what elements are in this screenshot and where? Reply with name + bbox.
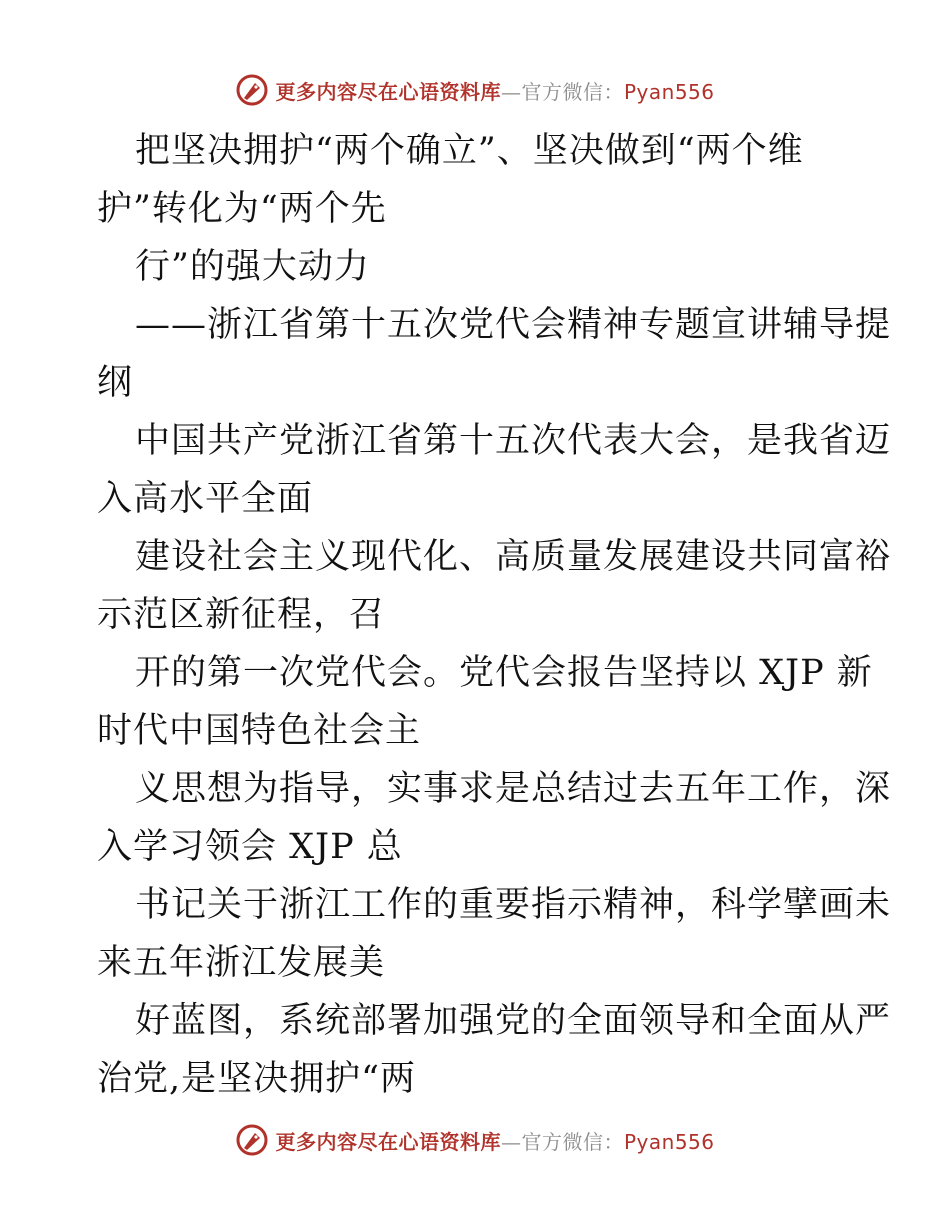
banner-text <box>275 76 714 105</box>
text-line: 好蓝图，系统部署加强党的全面领导和全面从严 <box>135 1001 892 1041</box>
footer-banner <box>0 1120 950 1160</box>
banner-wechat-id: Pyan556 <box>623 79 715 104</box>
text-line: 入高水平全面 <box>97 479 314 519</box>
banner-main-text: 更多内容尽在心语资料库 <box>275 79 501 104</box>
banner-wechat-id: Pyan556 <box>623 1129 715 1154</box>
banner-wechat-label: 官方微信： <box>521 79 624 104</box>
banner-text <box>275 1126 714 1155</box>
pen-nib-circle-icon <box>235 73 269 107</box>
text-line: ——浙江省第十五次党代会精神专题宣讲辅导提 <box>135 305 892 345</box>
banner-wechat-label: 官方微信： <box>521 1129 624 1154</box>
banner-separator: — <box>500 79 522 104</box>
text-line: 中国共产党浙江省第十五次代表大会，是我省迈 <box>135 421 892 461</box>
text-line: 示范区新征程，召 <box>97 595 386 635</box>
text-line: 治党,是坚决拥护“两 <box>97 1059 417 1099</box>
text-line: 入学习领会 XJP 总 <box>97 827 403 867</box>
banner-separator: — <box>500 1129 522 1154</box>
text-line: 把坚决拥护“两个确立”、坚决做到“两个维 <box>135 131 804 171</box>
header-banner <box>0 70 950 110</box>
document-body <box>97 122 892 1108</box>
text-line: 行”的强大动力 <box>135 247 370 287</box>
banner-main-text: 更多内容尽在心语资料库 <box>275 1129 501 1154</box>
text-line: 开的第一次党代会。党代会报告坚持以 XJP 新 <box>135 653 873 693</box>
text-line: 纲 <box>97 363 134 403</box>
text-line: 义思想为指导，实事求是总结过去五年工作，深 <box>135 769 892 809</box>
text-line: 建设社会主义现代化、高质量发展建设共同富裕 <box>135 537 892 577</box>
text-line: 来五年浙江发展美 <box>97 943 386 983</box>
text-line: 护”转化为“两个先 <box>97 189 387 229</box>
text-line: 书记关于浙江工作的重要指示精神，科学擘画未 <box>135 885 892 925</box>
text-line: 时代中国特色社会主 <box>97 711 422 751</box>
pen-nib-circle-icon <box>235 1123 269 1157</box>
